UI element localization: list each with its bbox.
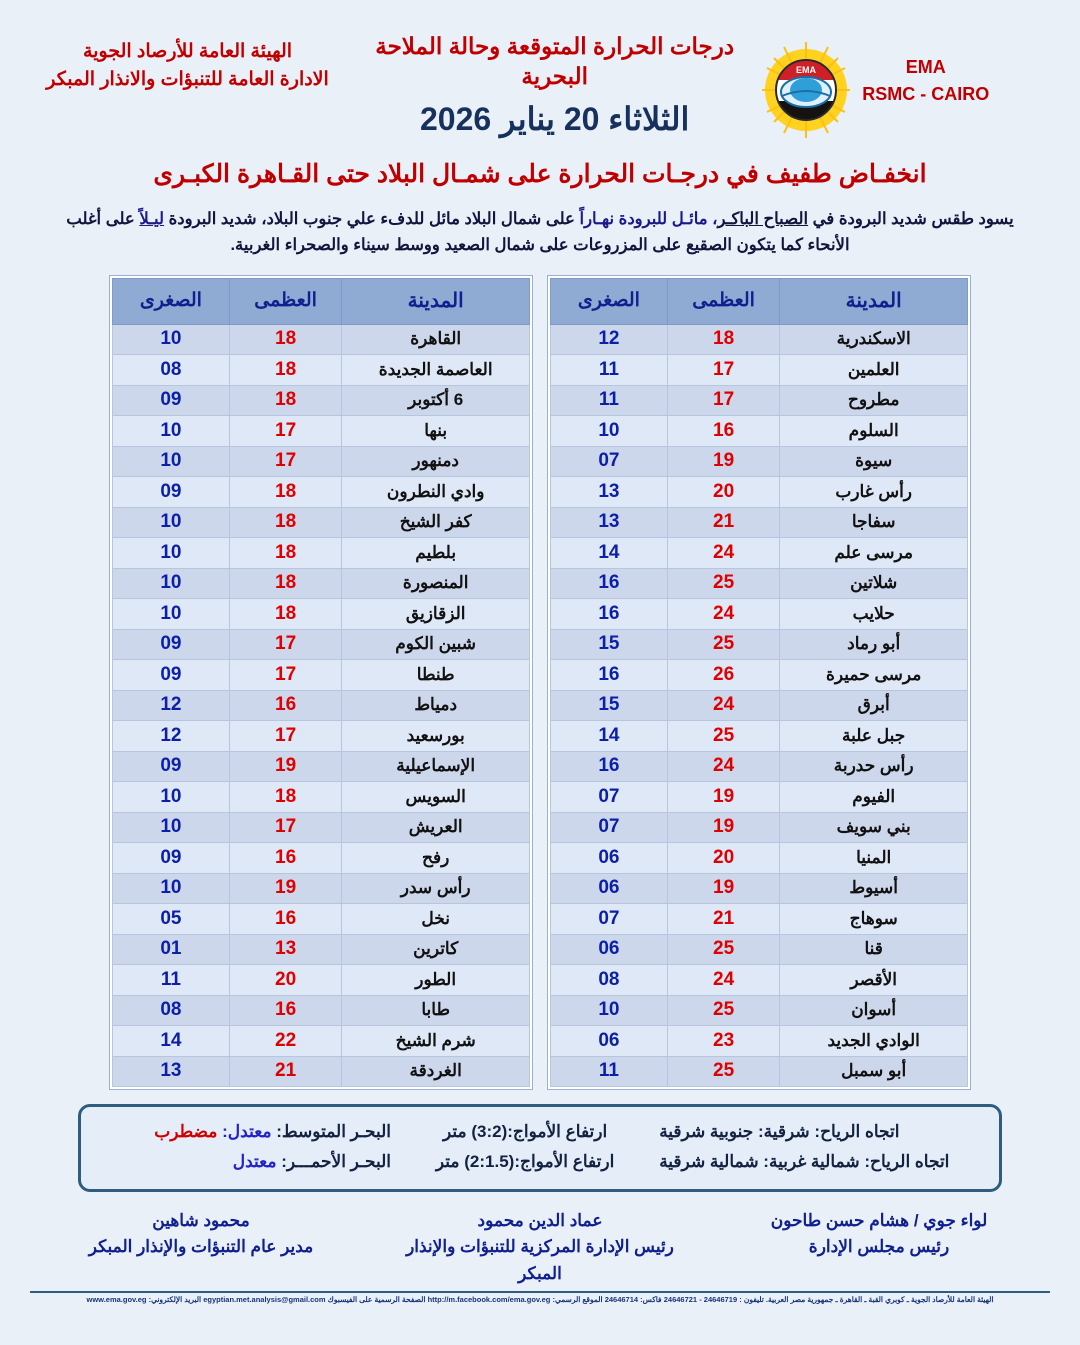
min-temperature: 10: [113, 599, 230, 630]
table-row: [113, 324, 530, 355]
city-name: الغردقة: [342, 1056, 530, 1087]
max-temperature: 25: [667, 629, 780, 660]
table-row: [551, 934, 968, 965]
max-temperature: 16: [229, 995, 342, 1026]
signature-1: [46, 1208, 356, 1287]
city-name: القاهرة: [342, 324, 530, 355]
min-temperature: 06: [551, 843, 668, 874]
city-name: الاسكندرية: [780, 324, 968, 355]
min-temperature: 16: [551, 660, 668, 691]
max-temperature: 19: [667, 873, 780, 904]
max-temperature: 17: [229, 416, 342, 447]
city-name: أبو رماد: [780, 629, 968, 660]
city-name: شلاتين: [780, 568, 968, 599]
min-temperature: 12: [551, 324, 668, 355]
table-row: [113, 782, 530, 813]
min-temperature: 14: [551, 721, 668, 752]
city-name: رأس غارب: [780, 477, 968, 508]
city-name: العاصمة الجديدة: [342, 355, 530, 386]
ema-rsmc-label: [862, 40, 989, 108]
min-temperature: 05: [113, 904, 230, 935]
summary-part-6: على أغلب الأنحاء كما يتكون الصقيع على المزروعات على شمال الصعيد ووسط سيناء والصحراء الغربية.: [66, 209, 850, 255]
table-row: [551, 995, 968, 1026]
table-row: [551, 355, 968, 386]
agency-line-1: الهيئة العامة للأرصاد الجوية: [83, 41, 293, 62]
min-temperature: 11: [113, 965, 230, 996]
summary-part-5: ليـلاً: [139, 209, 165, 228]
city-name: 6 أكتوبر: [342, 385, 530, 416]
city-name: بني سويف: [780, 812, 968, 843]
table-row: [113, 416, 530, 447]
table-row: [113, 843, 530, 874]
city-name: الوادي الجديد: [780, 1026, 968, 1057]
signature-3: [724, 1208, 1034, 1287]
footer-contact-text: الهيئة العامة للأرصاد الجوية ـ كوبري القبة ـ القاهرة ـ جمهورية مصر العربية. تليفون : 24646719 - 24646721 فاكس: 24646714 الموقع الرسمي: http://m.facebook.com/ema.gov.eg الصفحة الرسمية على الفيسبوك egyptian.met.analysis@gmail.com البريد الإلكتروني: www.ema.gov.eg: [86, 1295, 994, 1305]
table-row: [551, 599, 968, 630]
table-row: [113, 568, 530, 599]
header-min: الصغرى: [551, 278, 668, 324]
max-temperature: 24: [667, 690, 780, 721]
signature-1-name: محمود شاهين: [152, 1211, 250, 1231]
summary-text: [58, 206, 1022, 259]
city-name: حلايب: [780, 599, 968, 630]
min-temperature: 09: [113, 629, 230, 660]
min-temperature: 08: [113, 355, 230, 386]
table-row: [113, 599, 530, 630]
max-temperature: 25: [667, 1056, 780, 1087]
table-row: [551, 904, 968, 935]
header-city: المدينة: [342, 278, 530, 324]
table-row: [551, 385, 968, 416]
agency-line-2: الادارة العامة للتنبؤات والانذار المبكر: [46, 68, 329, 90]
max-temperature: 21: [667, 507, 780, 538]
header-title-block: [349, 26, 760, 138]
city-name: طابا: [342, 995, 530, 1026]
min-temperature: 13: [113, 1056, 230, 1087]
city-name: مرسى علم: [780, 538, 968, 569]
min-temperature: 07: [551, 904, 668, 935]
min-temperature: 16: [551, 751, 668, 782]
city-name: الإسماعيلية: [342, 751, 530, 782]
city-name: أسيوط: [780, 873, 968, 904]
min-temperature: 07: [551, 812, 668, 843]
max-temperature: 16: [229, 843, 342, 874]
max-temperature: 25: [667, 568, 780, 599]
table-row: [551, 721, 968, 752]
red-sea-state: [103, 1152, 391, 1172]
header-min: الصغرى: [113, 278, 230, 324]
min-temperature: 11: [551, 355, 668, 386]
min-temperature: 12: [113, 721, 230, 752]
city-name: شرم الشيخ: [342, 1026, 530, 1057]
signature-3-name: لواء جوي / هشام حسن طاحون: [770, 1211, 988, 1231]
table-row: [113, 965, 530, 996]
city-name: سوهاج: [780, 904, 968, 935]
summary-part-4: على شمال البلاد مائل للدفء علي جنوب البلاد، شديد البرودة: [164, 209, 580, 228]
city-name: أبو سمبل: [780, 1056, 968, 1087]
mediterranean-waves: ارتفاع الأمواج:(3:2) متر: [443, 1122, 608, 1142]
city-name: بلطيم: [342, 538, 530, 569]
table-row: [551, 690, 968, 721]
city-name: كاترين: [342, 934, 530, 965]
max-temperature: 17: [229, 660, 342, 691]
table-row: [551, 538, 968, 569]
min-temperature: 06: [551, 873, 668, 904]
table-row: [551, 324, 968, 355]
header-city: المدينة: [780, 278, 968, 324]
mediterranean-state-2: مضطرب: [154, 1122, 218, 1142]
max-temperature: 25: [667, 934, 780, 965]
city-name: الطور: [342, 965, 530, 996]
max-temperature: 17: [229, 812, 342, 843]
max-temperature: 25: [667, 721, 780, 752]
max-temperature: 16: [667, 416, 780, 447]
city-name: مرسى حميرة: [780, 660, 968, 691]
max-temperature: 17: [667, 355, 780, 386]
max-temperature: 25: [667, 995, 780, 1026]
min-temperature: 16: [551, 599, 668, 630]
rsmc-label: RSMC - CAIRO: [862, 84, 990, 104]
min-temperature: 09: [113, 660, 230, 691]
min-temperature: 08: [551, 965, 668, 996]
temperature-table-left: [550, 278, 968, 1088]
max-temperature: 18: [229, 324, 342, 355]
city-name: الأقصر: [780, 965, 968, 996]
signature-2-role: رئيس الإدارة المركزية للتنبؤات والإنذار المبكر: [406, 1237, 674, 1283]
table-row: [113, 660, 530, 691]
city-name: دمنهور: [342, 446, 530, 477]
table-row: [113, 477, 530, 508]
table-row: [113, 934, 530, 965]
max-temperature: 13: [229, 934, 342, 965]
min-temperature: 07: [551, 446, 668, 477]
min-temperature: 09: [113, 843, 230, 874]
red-sea-wind: اتجاه الرياح: شمالية غربية: شمالية شرقية: [659, 1152, 950, 1172]
table-row: [551, 660, 968, 691]
forecast-date: الثلاثاء 20 يناير 2026: [419, 100, 690, 137]
max-temperature: 22: [229, 1026, 342, 1057]
signature-2-name: عماد الدين محمود: [477, 1211, 603, 1231]
city-name: قنا: [780, 934, 968, 965]
max-temperature: 17: [229, 629, 342, 660]
max-temperature: 18: [229, 538, 342, 569]
table-row: [113, 1026, 530, 1057]
summary-part-1: يسود طقس شديد البرودة في: [808, 209, 1014, 228]
table-row: [551, 812, 968, 843]
min-temperature: 16: [551, 568, 668, 599]
city-name: العريش: [342, 812, 530, 843]
table-row: [551, 843, 968, 874]
table-row: [551, 446, 968, 477]
city-name: كفر الشيخ: [342, 507, 530, 538]
city-name: السلوم: [780, 416, 968, 447]
min-temperature: 10: [113, 446, 230, 477]
red-sea-state-1: معتدل: [232, 1152, 277, 1172]
min-temperature: 10: [113, 782, 230, 813]
svg-text:EMA: EMA: [796, 65, 817, 75]
city-name: الزقازيق: [342, 599, 530, 630]
table-row: [113, 721, 530, 752]
temperature-table-right: [112, 278, 530, 1088]
city-name: طنطا: [342, 660, 530, 691]
table-row: [551, 629, 968, 660]
table-row: [113, 629, 530, 660]
max-temperature: 19: [667, 446, 780, 477]
table-row: [551, 477, 968, 508]
min-temperature: 09: [113, 477, 230, 508]
max-temperature: 23: [667, 1026, 780, 1057]
city-name: جبل علبة: [780, 721, 968, 752]
min-temperature: 10: [113, 812, 230, 843]
min-temperature: 10: [113, 507, 230, 538]
mediterranean-label: البحـر المتوسط:: [276, 1122, 392, 1142]
min-temperature: 10: [113, 538, 230, 569]
max-temperature: 18: [229, 568, 342, 599]
table-row: [113, 995, 530, 1026]
max-temperature: 18: [229, 599, 342, 630]
table-right-wrapper: [109, 275, 533, 1091]
min-temperature: 09: [113, 385, 230, 416]
min-temperature: 08: [113, 995, 230, 1026]
red-sea-waves: ارتفاع الأمواج:(2:1.5) متر: [435, 1152, 615, 1172]
city-name: العلمين: [780, 355, 968, 386]
min-temperature: 06: [551, 934, 668, 965]
signature-3-role: رئيس مجلس الإدارة: [808, 1237, 950, 1257]
min-temperature: 14: [113, 1026, 230, 1057]
min-temperature: 13: [551, 477, 668, 508]
summary-part-2: الصباح الباكـر: [717, 209, 809, 228]
max-temperature: 18: [667, 324, 780, 355]
min-temperature: 10: [113, 324, 230, 355]
min-temperature: 14: [551, 538, 668, 569]
table-row: [113, 751, 530, 782]
ema-sun-logo-icon: [760, 40, 852, 140]
max-temperature: 19: [667, 812, 780, 843]
max-temperature: 18: [229, 385, 342, 416]
city-name: رفح: [342, 843, 530, 874]
table-row: [113, 355, 530, 386]
table-row: [551, 1056, 968, 1087]
city-name: الفيوم: [780, 782, 968, 813]
max-temperature: 18: [229, 355, 342, 386]
min-temperature: 07: [551, 782, 668, 813]
min-temperature: 11: [551, 1056, 668, 1087]
min-temperature: 10: [113, 416, 230, 447]
table-row: [551, 965, 968, 996]
min-temperature: 12: [113, 690, 230, 721]
city-name: أبرق: [780, 690, 968, 721]
table-row: [551, 1026, 968, 1057]
city-name: وادي النطرون: [342, 477, 530, 508]
max-temperature: 19: [667, 782, 780, 813]
min-temperature: 06: [551, 1026, 668, 1057]
table-row: [113, 690, 530, 721]
max-temperature: 19: [229, 751, 342, 782]
min-temperature: 10: [551, 416, 668, 447]
city-name: السويس: [342, 782, 530, 813]
table-row: [551, 416, 968, 447]
max-temperature: 17: [229, 446, 342, 477]
page-header: [0, 0, 1080, 150]
table-row: [551, 568, 968, 599]
max-temperature: 24: [667, 599, 780, 630]
city-name: أسوان: [780, 995, 968, 1026]
city-name: المنصورة: [342, 568, 530, 599]
city-name: رأس سدر: [342, 873, 530, 904]
max-temperature: 24: [667, 751, 780, 782]
min-temperature: 01: [113, 934, 230, 965]
city-name: مطروح: [780, 385, 968, 416]
min-temperature: 10: [113, 568, 230, 599]
city-name: بنها: [342, 416, 530, 447]
table-header-row: [113, 278, 530, 324]
max-temperature: 19: [229, 873, 342, 904]
signature-2: [385, 1208, 695, 1287]
city-name: بورسعيد: [342, 721, 530, 752]
max-temperature: 18: [229, 477, 342, 508]
city-name: رأس حدربة: [780, 751, 968, 782]
mediterranean-wind: اتجاه الرياح: شرقية: جنوبية شرقية: [659, 1122, 900, 1142]
max-temperature: 18: [229, 507, 342, 538]
header-max: العظمى: [229, 278, 342, 324]
max-temperature: 17: [667, 385, 780, 416]
max-temperature: 24: [667, 538, 780, 569]
city-name: سيوة: [780, 446, 968, 477]
page-title: درجات الحرارة المتوقعة وحالة الملاحة البحرية: [375, 33, 735, 89]
summary-part-3: ، مائـل للبرودة نهـاراً: [579, 209, 718, 228]
table-row: [113, 538, 530, 569]
table-row: [113, 385, 530, 416]
footer-divider: [30, 1291, 1050, 1304]
max-temperature: 26: [667, 660, 780, 691]
table-row: [551, 751, 968, 782]
city-name: دمياط: [342, 690, 530, 721]
city-name: المنيا: [780, 843, 968, 874]
logo-block: [760, 26, 1054, 140]
table-row: [113, 904, 530, 935]
min-temperature: 15: [551, 690, 668, 721]
max-temperature: 20: [667, 843, 780, 874]
min-temperature: 09: [113, 751, 230, 782]
signature-1-role: مدير عام التنبؤات والإنذار المبكر: [88, 1237, 314, 1257]
table-row: [113, 446, 530, 477]
max-temperature: 16: [229, 690, 342, 721]
marine-conditions-box: [78, 1104, 1002, 1192]
mediterranean-state-1: معتدل:: [222, 1122, 272, 1142]
max-temperature: 21: [229, 1056, 342, 1087]
header-max: العظمى: [667, 278, 780, 324]
city-name: نخل: [342, 904, 530, 935]
max-temperature: 20: [667, 477, 780, 508]
red-sea-row: [103, 1147, 977, 1177]
min-temperature: 10: [113, 873, 230, 904]
table-row: [551, 873, 968, 904]
table-header-row: [551, 278, 968, 324]
table-row: [113, 873, 530, 904]
mediterranean-state: [103, 1122, 391, 1142]
temperature-tables: [0, 275, 1080, 1091]
mediterranean-row: [103, 1117, 977, 1147]
headline-text: انخفـاض طفيف في درجـات الحرارة على شمـال البلاد حتى القـاهرة الكبـرى: [153, 160, 927, 188]
ema-label: EMA: [905, 57, 946, 77]
table-row: [113, 507, 530, 538]
city-name: شبين الكوم: [342, 629, 530, 660]
max-temperature: 21: [667, 904, 780, 935]
max-temperature: 17: [229, 721, 342, 752]
min-temperature: 10: [551, 995, 668, 1026]
min-temperature: 11: [551, 385, 668, 416]
agency-name: [26, 26, 349, 93]
table-left-wrapper: [547, 275, 971, 1091]
min-temperature: 13: [551, 507, 668, 538]
table-row: [113, 812, 530, 843]
max-temperature: 18: [229, 782, 342, 813]
min-temperature: 15: [551, 629, 668, 660]
table-row: [113, 1056, 530, 1087]
signature-block: [46, 1208, 1034, 1287]
max-temperature: 20: [229, 965, 342, 996]
max-temperature: 24: [667, 965, 780, 996]
max-temperature: 16: [229, 904, 342, 935]
city-name: سفاجا: [780, 507, 968, 538]
table-row: [551, 507, 968, 538]
red-sea-label: البحـر الأحمـــر:: [281, 1152, 392, 1172]
table-row: [551, 782, 968, 813]
